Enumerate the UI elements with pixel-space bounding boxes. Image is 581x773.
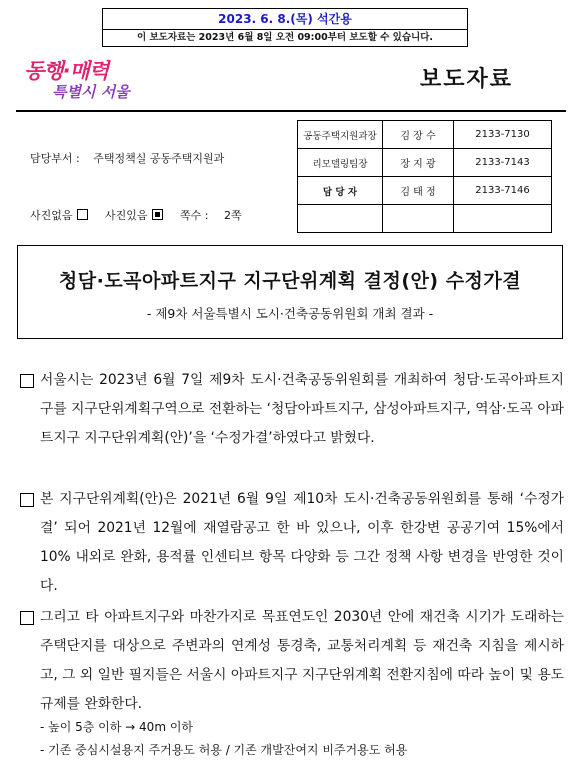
press-title: 청담·도곡아파트지구 지구단위계획 결정(안) 수정가결 bbox=[58, 270, 522, 292]
embargo-box bbox=[102, 8, 468, 47]
paragraph-text: 본 지구단위계획(안)은 2021년 6월 9일 제10차 도시·건축공동위원회를 통해 ‘수정가결’ 되어 2021년 12월에 재열람공고 한 바 있으나, 이후 한강변 공공기여 15%에서 10% 내외로 완화, 용적률 인센티브 항목 다양화 등 그간 정책 사항 변경을 반영한 것이다. bbox=[40, 491, 564, 594]
paragraph bbox=[20, 485, 564, 605]
contact-phone: 2133-7143 bbox=[454, 149, 552, 177]
header-divider bbox=[16, 110, 566, 112]
press-subtitle: - 제9차 서울특별시 도시·건축공동위원회 개최 결과 - bbox=[146, 306, 434, 321]
contact-name: 김 태 정 bbox=[383, 177, 454, 205]
contact-row bbox=[298, 177, 552, 205]
contact-role: 담 당 자 bbox=[298, 177, 383, 205]
sub-item: - 기존 중심시설용지 주거용도 허용 / 기존 개발잔여지 비주거용도 허용 bbox=[40, 743, 408, 757]
photo-info bbox=[30, 207, 242, 223]
seoul-logo bbox=[24, 55, 134, 105]
contact-row bbox=[298, 149, 552, 177]
embargo-date: 2023. 6. 8.(목) 석간용 bbox=[103, 9, 467, 30]
square-bullet-icon bbox=[20, 374, 34, 388]
embargo-note: 이 보도자료는 2023년 6월 8일 오전 09:00부터 보도할 수 있습니다. bbox=[137, 32, 433, 43]
logo-line2: 특별시 서울 bbox=[52, 83, 130, 101]
paragraph bbox=[20, 366, 564, 456]
photo-none-label: 사진없음 bbox=[30, 209, 73, 222]
department bbox=[30, 150, 234, 166]
square-bullet-icon bbox=[20, 611, 34, 625]
contact-row bbox=[298, 121, 552, 149]
contact-name: 장 지 광 bbox=[383, 149, 454, 177]
doc-type-heading: 보도자료 bbox=[420, 67, 514, 92]
pages-value: 2쪽 bbox=[224, 209, 242, 222]
photo-has-checkbox[interactable] bbox=[152, 209, 163, 220]
department-value: 주택정책실 공동주택지원과 bbox=[93, 152, 225, 165]
contact-role: 공동주택지원과장 bbox=[298, 121, 383, 149]
photo-has-label: 사진있음 bbox=[105, 209, 148, 222]
sub-item: - 높이 5층 이하 → 40m 이하 bbox=[40, 720, 194, 734]
department-label: 담당부서 : bbox=[30, 152, 80, 165]
contacts-table bbox=[297, 120, 552, 233]
photo-none-checkbox[interactable] bbox=[77, 209, 88, 220]
logo-line1: 동행·매력 bbox=[24, 59, 109, 83]
contact-role: 리모델링팀장 bbox=[298, 149, 383, 177]
contact-name bbox=[383, 205, 454, 233]
contact-phone: 2133-7146 bbox=[454, 177, 552, 205]
paragraph-text: 그리고 타 아파트지구와 마찬가지로 목표연도인 2030년 안에 재건축 시기가 도래하는 주택단지를 대상으로 주변과의 연계성 통경축, 교통처리계획 등 재건축 지침을 제시하고, 그 외 일반 필지들은 서울시 아파트지구 지구단위계획 전환지침에 따라 높이 및 용도규제를 완화한다. bbox=[40, 609, 564, 712]
paragraph-text: 서울시는 2023년 6월 7일 제9차 도시·건축공동위원회를 개최하여 청담·도곡아파트지구를 지구단위계획구역으로 전환하는 ‘청담아파트지구, 삼성아파트지구, 역삼·도곡 아파트지구 지구단위계획(안)’을 ‘수정가결’하였다고 밝혔다. bbox=[40, 372, 564, 446]
pages-label: 쪽수 : bbox=[180, 209, 209, 222]
contact-row bbox=[298, 205, 552, 233]
title-box bbox=[17, 245, 563, 339]
contact-phone bbox=[454, 205, 552, 233]
paragraph bbox=[20, 603, 564, 723]
contact-name: 김 장 수 bbox=[383, 121, 454, 149]
contact-phone: 2133-7130 bbox=[454, 121, 552, 149]
square-bullet-icon bbox=[20, 493, 34, 507]
contact-role bbox=[298, 205, 383, 233]
